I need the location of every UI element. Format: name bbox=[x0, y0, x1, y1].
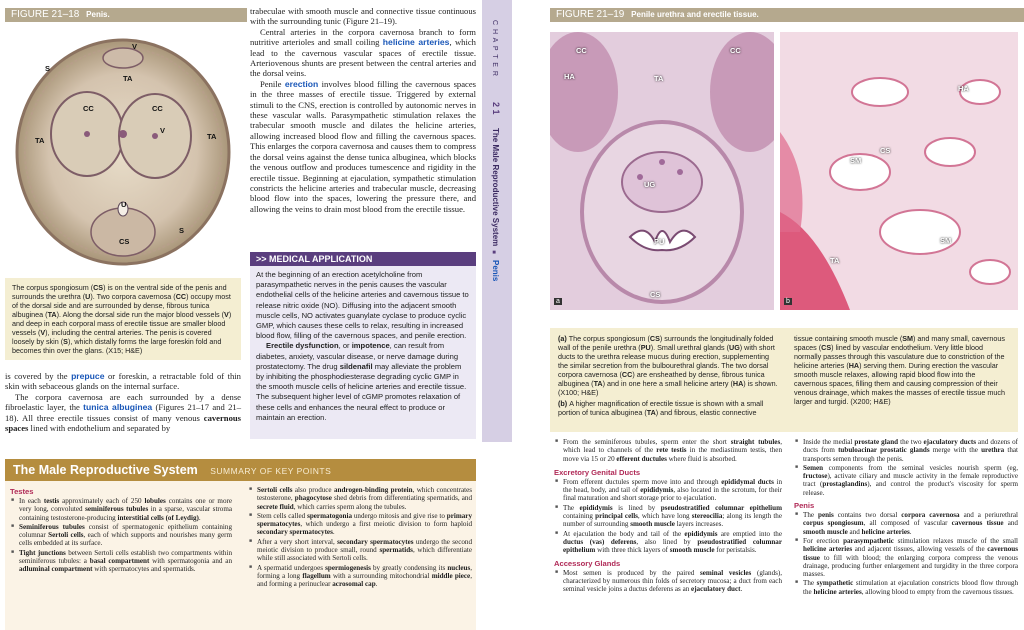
text: is lined by bbox=[612, 503, 661, 512]
text: The corpus spongiosum ( bbox=[568, 334, 650, 343]
text: and a periurethral bbox=[959, 511, 1018, 520]
text: components from the seminal vesicles nourish sperm (eg, bbox=[823, 463, 1018, 472]
paragraph bbox=[5, 371, 241, 392]
text: At ejaculation the body and tail of the bbox=[563, 529, 685, 538]
key-term: prostate gland bbox=[854, 438, 899, 446]
key-term: helicine arteries bbox=[861, 527, 910, 536]
key-term: prostaglandins bbox=[822, 480, 868, 489]
text: between Sertoli cells establish two compartments within seminiferous tubules: a bbox=[19, 548, 232, 566]
key-term: ejaculatory ducts bbox=[923, 438, 977, 446]
list-item bbox=[563, 438, 782, 463]
paragraph bbox=[5, 392, 241, 434]
testes-list-continued bbox=[248, 486, 472, 589]
text: . bbox=[740, 585, 743, 594]
list-item bbox=[563, 530, 782, 555]
term: HA bbox=[848, 361, 860, 370]
list-item bbox=[803, 537, 1018, 578]
medical-application-box bbox=[250, 252, 476, 439]
text: that transports semen through the penis. bbox=[803, 446, 1019, 463]
list-item bbox=[19, 549, 232, 574]
column-1-body bbox=[5, 371, 241, 433]
text: , which lead to channels of the bbox=[563, 438, 782, 455]
text: to fill with blood; the enlarging corpora compress the venous drainage, producing further enlargement and turgidity in the three corpora masses. bbox=[803, 553, 1018, 579]
key-term: lobules bbox=[144, 497, 166, 505]
label-ta-a: TA bbox=[654, 74, 664, 83]
key-term: acrosomal cap bbox=[332, 580, 376, 589]
chapter-bullet-icon: ■ bbox=[491, 250, 497, 256]
caption-text: ). Two corpora cavernosa ( bbox=[90, 292, 176, 301]
text: , forming a long bbox=[257, 563, 472, 580]
text: and bbox=[847, 527, 862, 536]
key-term: middle piece bbox=[431, 571, 471, 580]
key-term: helicine arteries bbox=[803, 545, 853, 554]
label-cc-a2: CC bbox=[730, 46, 741, 55]
text: also produce bbox=[292, 486, 334, 494]
text: and dozens of ducts from bbox=[803, 438, 1018, 455]
label-cs: CS bbox=[119, 237, 130, 246]
list-item bbox=[257, 564, 472, 589]
text: ), activate ciliary and muscle activity in the female reproductive tract ( bbox=[803, 472, 1018, 489]
key-term: fructose bbox=[803, 472, 828, 481]
testes-list bbox=[10, 497, 232, 574]
text: Inside the medial bbox=[803, 438, 855, 446]
caption-text: ) occupy most of the dorsal side and are surrounded by dense, fibrous tunica albuginea ( bbox=[12, 292, 231, 319]
key-term: tubuloacinar prostatic glands bbox=[838, 446, 930, 455]
text: where fluid is absorbed. bbox=[666, 454, 737, 463]
text: the two bbox=[898, 438, 924, 446]
text: or foreskin, a retractable fold of thin skin with sebaceous glands on the internal surface. bbox=[5, 371, 241, 392]
key-term: seminiferous tubules bbox=[85, 505, 149, 514]
key-term: rete testis bbox=[656, 446, 687, 455]
text: contains one or more very long, convoluted bbox=[19, 497, 233, 514]
list-item bbox=[803, 438, 1018, 463]
term: PU bbox=[640, 343, 651, 352]
text: ) serving them. During erection the vascular smooth muscle relaxes, allowing rapid blood flow into the cavernous spaces, filling them and causing compression of their venous drainage, which makes the masses of erectile tissue much larger and turgid. (X200; H&E) bbox=[794, 361, 1005, 406]
text: tissue containing smooth muscle ( bbox=[794, 334, 903, 343]
chapter-topic: Penis bbox=[491, 260, 500, 282]
key-term: secondary spermatocytes bbox=[257, 528, 333, 537]
text: , each of which supports and nourishes many germ cells embedded at its surface. bbox=[19, 531, 232, 548]
text: is covered by the bbox=[5, 371, 72, 381]
paragraph bbox=[250, 79, 476, 214]
key-term: primary spermatocytes bbox=[257, 511, 472, 529]
key-term: corpora cavernosa bbox=[901, 511, 960, 520]
text: Stem cells called bbox=[257, 511, 308, 520]
medical-application-body bbox=[250, 266, 476, 427]
text: merge with the bbox=[929, 446, 982, 455]
text: with spermatogonia and an bbox=[149, 557, 232, 566]
caption-text: ). Along the dorsal side run the major blood vessels ( bbox=[56, 310, 225, 319]
term: TA bbox=[593, 379, 603, 388]
text: , or bbox=[338, 341, 352, 351]
caption-term: V bbox=[224, 310, 229, 319]
caption-term: TA bbox=[47, 310, 57, 319]
text: with a surrounding mitochondrial bbox=[330, 571, 432, 580]
text: The corpora cavernosa are each surrounded by a dense fibroelastic layer, the bbox=[5, 391, 241, 413]
panel-b-letter: b bbox=[786, 298, 790, 305]
key-term: epididymis bbox=[640, 486, 674, 495]
list-item bbox=[19, 497, 232, 522]
chapter-number: 2 1 bbox=[491, 102, 501, 115]
text: , which lead to the cavernous vascular spaces of erectile tissue. Arteriovenous shunts are present between the central arteries and the dorsal veins. bbox=[250, 37, 476, 79]
text: Most semen is produced by the paired bbox=[563, 568, 700, 577]
caption-b bbox=[558, 399, 780, 417]
text: , which have long bbox=[637, 512, 692, 521]
label-ta-b: TA bbox=[830, 256, 840, 265]
caption-term: CC bbox=[175, 292, 187, 301]
label-sm-b1: SM bbox=[850, 156, 862, 165]
list-item bbox=[803, 464, 1018, 497]
key-term: interstitial cells (of Leydig) bbox=[117, 513, 199, 522]
medical-application-heading: >> MEDICAL APPLICATION bbox=[250, 252, 476, 266]
text: , all composed of vascular bbox=[863, 519, 952, 528]
figure-21-19-header bbox=[550, 8, 1024, 22]
key-term: helicine arteries bbox=[813, 587, 862, 596]
erectile-tissue-image bbox=[780, 32, 1018, 310]
label-s: S bbox=[45, 64, 51, 73]
text: , and forming a perinuclear bbox=[257, 571, 472, 589]
text: The bbox=[803, 579, 817, 588]
penis-cross-section-image bbox=[5, 24, 241, 272]
key-term: pseudostratified columnar epithelium bbox=[563, 537, 783, 555]
key-term: secrete fluid bbox=[257, 502, 294, 511]
text: . bbox=[332, 528, 335, 537]
caption-left-column bbox=[558, 334, 780, 417]
label-ta-right: TA bbox=[207, 132, 217, 141]
text: ) is shown. (X100; H&E) bbox=[558, 379, 778, 397]
text: (glands), characterized by numerous thin folds of secretory mucosa; a duct from each seminal vesicle joins a ductus deferens as an bbox=[563, 568, 783, 594]
caption-term: S bbox=[63, 337, 68, 346]
key-term: stereocilia bbox=[691, 512, 723, 521]
paragraph: trabeculae with smooth muscle and connective tissue continuous with the surrounding tunic (Figure 21–19). bbox=[250, 6, 476, 27]
penis-list bbox=[794, 511, 1018, 596]
label-cc-a1: CC bbox=[576, 46, 587, 55]
text: shed debris from differentiating spermatids, and bbox=[331, 494, 472, 503]
text: ) with short ducts to the urethra release mucus during erection, supplementing the similar secretion from the bulbourethral glands. The two dorsal corpora cavernosa ( bbox=[558, 343, 775, 379]
penis-cross-section-micrograph bbox=[5, 24, 241, 272]
micrograph-panel-b bbox=[780, 32, 1018, 310]
key-term: smooth muscle bbox=[669, 546, 715, 555]
label-v-center: V bbox=[160, 126, 166, 135]
paragraph: At the beginning of an erection acetylcholine from parasympathetic nerves in the penis causes the vascular endothelial cells of the helicine arteries and cavernous tissue to release nitric oxide (NO). Diffusing into the adjacent smooth muscle cells, NO activates guanylate cyclase to produce cyclic GMP, which causes these cells to relax, resulting in increased blood flow, filling of the cavernous spaces, and penile erection. bbox=[256, 270, 469, 341]
chapter-word: C H A P T E R bbox=[491, 20, 498, 77]
chapter-side-tab bbox=[482, 0, 512, 442]
text: , also lined by bbox=[636, 537, 698, 546]
text: by greatly condensing its bbox=[370, 563, 448, 572]
term-helicine-arteries: helicine arteries bbox=[382, 37, 450, 48]
key-term: penis bbox=[818, 511, 834, 520]
text: in a sparse, vascular stroma containing testosterone-producing bbox=[19, 505, 232, 522]
list-item bbox=[563, 569, 782, 594]
text: and adjacent tissues, allowing vessels of the bbox=[852, 545, 988, 554]
list-item bbox=[257, 512, 472, 537]
caption-term: V bbox=[40, 328, 46, 337]
text: . bbox=[375, 580, 378, 589]
caption-term: CS bbox=[93, 283, 104, 292]
key-term: urethra bbox=[981, 446, 1005, 455]
text: consist of spermatogenic epithelium containing columnar bbox=[19, 522, 232, 540]
label-sm-b2: SM bbox=[940, 236, 952, 245]
key-term: Sertoli cells bbox=[257, 486, 293, 494]
caption-text: ), which distally forms the large foreskin fold and becomes thin over the glans. (X15; H&E) bbox=[12, 337, 222, 355]
summary-title: The Male Reproductive System bbox=[13, 463, 198, 477]
term-prepuce: prepuce bbox=[71, 371, 105, 381]
term: HA bbox=[732, 379, 744, 388]
text: From efferent ductules sperm move into and through bbox=[563, 477, 722, 486]
text: for peristalsis. bbox=[714, 546, 757, 555]
caption-text: ) and deep in each corporal mass of erectile tissue are smaller blood vessels ( bbox=[12, 310, 232, 337]
caption-term: U bbox=[85, 292, 91, 301]
key-term: straight tubules bbox=[730, 438, 781, 446]
text: in the head, body, and tail of bbox=[563, 477, 782, 495]
text: undergo mitosis and give rise to bbox=[352, 511, 447, 520]
key-term: epididymal ducts bbox=[721, 477, 774, 486]
text: ) are ensheathed by dense, fibrous tunica albuginea ( bbox=[558, 370, 765, 388]
term-impotence: impotence bbox=[351, 341, 390, 351]
key-term: principal cells bbox=[595, 512, 638, 521]
section-excretory-heading: Excretory Genital Ducts bbox=[554, 467, 641, 477]
text: lined with endothelium and separated by bbox=[28, 423, 171, 434]
key-term: testis bbox=[43, 497, 60, 505]
section-testes-heading: Testes bbox=[10, 487, 34, 496]
label-cc-right: CC bbox=[152, 104, 163, 113]
caption-right-column bbox=[794, 334, 1010, 406]
text: , which undergo a first meiotic division to form haploid bbox=[300, 520, 472, 529]
caption-text: ), including the central arteries. The penis is covered loosely by skin ( bbox=[12, 328, 212, 346]
text: ). Small urethral glands ( bbox=[650, 343, 729, 352]
term: SM bbox=[902, 334, 914, 343]
summary-header bbox=[5, 459, 476, 481]
text: , allowing blood to empty from the cavernous tissues. bbox=[861, 587, 1014, 596]
text: The bbox=[803, 511, 818, 520]
text: ; along its length the number of surrounding bbox=[563, 512, 782, 529]
key-term: Seminiferous tubules bbox=[19, 522, 85, 531]
term-erectile-dysfunction: Erectile dysfunction bbox=[266, 341, 339, 351]
text: For erection bbox=[803, 536, 844, 545]
key-term: parasympathetic bbox=[843, 536, 894, 545]
text: In each bbox=[19, 497, 44, 505]
caption-panel-a: (a) bbox=[558, 334, 569, 343]
figure-title: Penile urethra and erectile tissue. bbox=[631, 10, 759, 19]
text: , also located in the scrotum, for their final maturation and short storage prior to ejaculation. bbox=[563, 486, 782, 503]
list-item bbox=[19, 523, 232, 548]
list-item bbox=[257, 486, 472, 511]
text: containing bbox=[563, 512, 596, 521]
text: ) and fibrous, elastic connective bbox=[655, 408, 757, 417]
key-term: flagellum bbox=[302, 571, 331, 580]
text: A higher magnification of erectile tissue is shown with a small portion of tunica albuginea ( bbox=[558, 399, 764, 417]
label-ha-b: HA bbox=[958, 84, 969, 93]
caption-panel-b: (b) bbox=[558, 399, 570, 408]
text: are emptied into the bbox=[717, 529, 782, 538]
text: Central arteries in the corpora cavernosa branch to form nutritive arterioles and small coiling bbox=[250, 26, 476, 48]
term: CS bbox=[821, 343, 832, 352]
summary-column-1 bbox=[10, 485, 232, 575]
key-term: spermatogonia bbox=[307, 511, 352, 520]
text: After a very short interval, bbox=[257, 537, 338, 546]
text: A spermatid undergoes bbox=[257, 563, 326, 572]
caption-text: ) is on the ventral side of the penis and surrounds the urethra ( bbox=[12, 283, 227, 301]
label-cs-a: CS bbox=[650, 290, 661, 299]
micrograph-panel-a bbox=[550, 32, 774, 310]
label-ha-a: HA bbox=[564, 72, 575, 81]
summary-subtitle: SUMMARY OF KEY POINTS bbox=[210, 466, 332, 476]
term-tunica-albuginea: tunica albuginea bbox=[83, 402, 153, 413]
term: UG bbox=[729, 343, 740, 352]
term-cavernous-spaces: cavernous spaces bbox=[5, 412, 241, 434]
figure-number: FIGURE 21–18 bbox=[11, 9, 80, 20]
term: TA bbox=[646, 408, 656, 417]
text: Penile bbox=[260, 78, 285, 89]
text: stimulation at ejaculation constricts blood flow through the bbox=[803, 579, 1018, 596]
list-item bbox=[257, 538, 472, 563]
text: in the mediastinum testis, then move via 15 or 20 bbox=[563, 446, 782, 463]
paragraph bbox=[256, 341, 470, 423]
text: contains two dorsal bbox=[833, 511, 902, 520]
figure-21-19-caption bbox=[550, 328, 1018, 432]
label-ta-left: TA bbox=[35, 136, 45, 145]
text: undergo the second meiotic division to produce small, round bbox=[257, 537, 472, 555]
text: ), and control the product's viscosity for sperm release. bbox=[803, 480, 1018, 497]
text: . bbox=[198, 513, 201, 522]
column-2-body bbox=[250, 6, 476, 214]
key-term: spermatids bbox=[379, 546, 413, 555]
label-ug-a1: UG bbox=[644, 180, 656, 189]
key-term: seminal vesicles bbox=[699, 568, 752, 577]
key-term: androgen-binding protein bbox=[333, 486, 413, 494]
label-ta: TA bbox=[123, 74, 133, 83]
label-pu-a: PU bbox=[654, 237, 665, 246]
text: , which differentiate while still associated with Sertoli cells. bbox=[257, 546, 472, 563]
key-term: ejaculatory duct bbox=[691, 585, 741, 594]
key-term: basal compartment bbox=[89, 557, 150, 566]
section-penis-heading: Penis bbox=[794, 501, 815, 511]
paragraph bbox=[250, 27, 476, 79]
chapter-title: The Male Reproductive System bbox=[491, 128, 500, 247]
text: ) lined by vascular endothelium. Very little blood normally passes through this vasculature due to constriction of the helicine arteries ( bbox=[794, 343, 1005, 370]
label-s-right: S bbox=[179, 226, 185, 235]
term-erection: erection bbox=[284, 78, 319, 89]
text: layers increases. bbox=[674, 520, 724, 529]
text: (Figures 21–17 and 21–18). All three erectile tissues consist of many venous bbox=[5, 402, 241, 423]
text: ) and many small, cavernous spaces ( bbox=[794, 334, 1005, 352]
term-sildenafil: sildenafil bbox=[339, 361, 373, 371]
key-term: efferent ductules bbox=[616, 454, 667, 463]
term: CS bbox=[649, 334, 660, 343]
panel-a-letter: a bbox=[556, 298, 560, 305]
list-item bbox=[563, 504, 782, 529]
summary-column-4 bbox=[794, 438, 1018, 597]
text: with three thick layers of bbox=[595, 546, 670, 555]
key-term: smooth muscle bbox=[803, 527, 848, 536]
figure-21-18-caption bbox=[5, 278, 241, 360]
label-cs-b: CS bbox=[880, 146, 891, 155]
label-cc-left: CC bbox=[83, 104, 94, 113]
key-term: secondary spermatocytes bbox=[337, 537, 414, 546]
key-term: epididymis bbox=[684, 529, 718, 538]
summary-column-2 bbox=[248, 486, 472, 590]
key-term: epididymis bbox=[579, 503, 613, 512]
text: , which carries sperm along the tubules. bbox=[293, 502, 407, 511]
text: involves blood filling the cavernous spaces in the three masses of erectile tissue. Triggered by external stimuli to the CNS, erection is controlled by autonomic nerves in these vascular walls. Parasympathetic stimulation relaxes the trabecular smooth muscle and dilates the helicine arteries, allowing increased blood flow and filling the cavernous spaces. This enlarges the corpora cavernosa and causes them to compress the dorsal veins against the dense tunica albuginea, which blocks the venous outflow and produces tumescence and rigidity in the erectile tissue. Beginning at ejaculation, sympathetic stimulation constricts the helicine arteries and trabecular muscle, decreasing blood flow into the spaces, lowering the pressure there, and allowing the veins to drain most blood from the erectile tissue. bbox=[250, 78, 476, 214]
key-term: ductus (vas) deferens bbox=[563, 537, 637, 546]
text: ) surrounds the longitudinally folded wall of the penile urethra ( bbox=[558, 334, 774, 352]
text: and bbox=[1003, 519, 1018, 528]
key-term: adluminal compartment bbox=[19, 565, 93, 574]
key-term: smooth muscle bbox=[630, 520, 675, 529]
text: From the seminiferous tubules, sperm enter the short bbox=[563, 438, 731, 446]
accessory-list bbox=[554, 569, 782, 594]
list-item bbox=[803, 579, 1018, 596]
caption-text: The corpus spongiosum ( bbox=[12, 283, 94, 292]
term: CC bbox=[621, 370, 633, 379]
text: may alleviate the problem by inhibiting the phosphodiesterase degrading cyclic GMP in the smooth muscle cells of helicine arteries and erectile tissue. The subsequent higher level of cGMP promotes relaxation of these cells and enhances the neural effect to produce or maintain an erection. bbox=[256, 361, 467, 422]
key-term: Sertoli cells bbox=[48, 531, 84, 540]
label-u: U bbox=[121, 200, 127, 209]
text: , which concentrates testosterone, bbox=[257, 486, 472, 503]
key-term: cavernous tissue bbox=[951, 519, 1004, 528]
key-term: sympathetic bbox=[816, 579, 854, 588]
text: with spermatocytes and spermatids. bbox=[92, 565, 196, 574]
key-term: Tight junctions bbox=[19, 548, 66, 557]
key-term: cavernous tissue bbox=[803, 545, 1018, 562]
key-term: spermiogenesis bbox=[325, 563, 371, 572]
excretory-list bbox=[554, 478, 782, 555]
key-term: corpus spongiosum bbox=[803, 519, 864, 528]
ducts-intro-list bbox=[554, 438, 782, 463]
key-term: nucleus bbox=[447, 563, 471, 572]
text: approximately each of 250 bbox=[59, 497, 145, 505]
label-v: V bbox=[132, 42, 138, 51]
figure-number: FIGURE 21–19 bbox=[556, 9, 625, 20]
text: , can result from diabetes, anxiety, vascular disease, or nerve damage during prostatectomy. The drug bbox=[256, 341, 459, 371]
list-item bbox=[803, 511, 1018, 536]
prostate-list bbox=[794, 438, 1018, 497]
text: The bbox=[563, 503, 580, 512]
key-term: phagocytose bbox=[294, 494, 332, 503]
text: ) and in one here a small helicine artery ( bbox=[602, 379, 733, 388]
text: stimulation relaxes muscle of the small bbox=[893, 536, 1019, 545]
key-term: pseudostratified columnar epithelium bbox=[660, 503, 782, 512]
text: . bbox=[909, 527, 912, 536]
section-accessory-heading: Accessory Glands bbox=[554, 558, 621, 568]
figure-21-18-header bbox=[5, 8, 247, 22]
summary-column-3 bbox=[554, 438, 782, 594]
key-term: Semen bbox=[803, 463, 824, 472]
figure-title: Penis. bbox=[86, 10, 110, 19]
list-item bbox=[563, 478, 782, 503]
